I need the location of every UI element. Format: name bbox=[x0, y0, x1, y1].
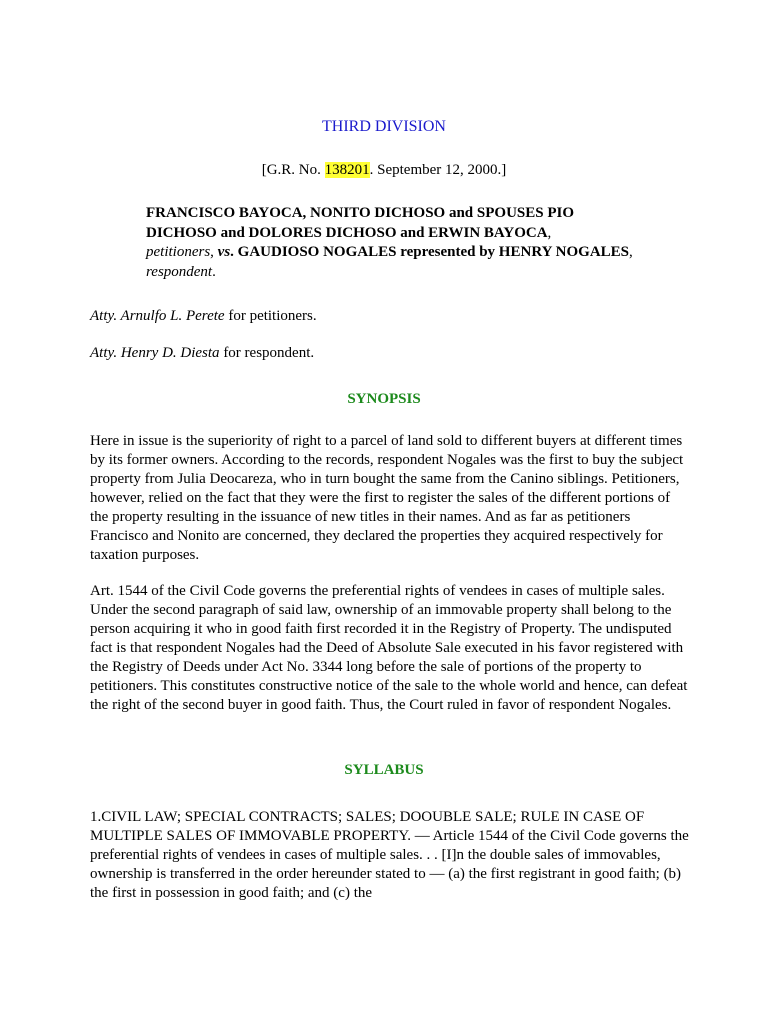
division-title: THIRD DIVISION bbox=[322, 118, 446, 135]
counsel-name: Atty. Henry D. Diesta bbox=[90, 345, 220, 361]
syllabus-paragraph-1: 1.CIVIL LAW; SPECIAL CONTRACTS; SALES; DOOUBLE SALE; RULE IN CASE OF MULTIPLE SALES OF IMMOVABLE PROPERTY. — Article 1544 of the Civil Code governs the preferential rights of vendees in cases of multiple sales. . . [I]n the double sales of immovables, ownership is transferred in the order hereunder stated to — (a) the first registrant in good faith; (b) the first in possession in good faith; and (c) the bbox=[90, 809, 689, 901]
syllabus-heading: SYLLABUS bbox=[344, 762, 424, 778]
caption-comma: , bbox=[547, 224, 552, 241]
counsel-name: Atty. Arnulfo L. Perete bbox=[90, 308, 225, 324]
versus-label: vs bbox=[217, 244, 231, 260]
caption-separator-2: , bbox=[629, 244, 633, 260]
case-citation bbox=[0, 162, 768, 179]
respondent-names: GAUDIOSO NOGALES represented by HENRY NOGALES bbox=[233, 244, 629, 260]
synopsis-paragraph-2: Art. 1544 of the Civil Code governs the preferential rights of vendees in cases of multiple sales. Under the second paragraph of said law, ownership of an immovable property shall belong to the person acquiring it who in good faith first recorded it in the Registry of Property. The undisputed fact is that respondent Nogales had the Deed of Absolute Sale executed in his favor registered with the Registry of Deeds under Act No. 3344 long before the sale of portions of the property to petitioners. This constitutes constructive notice of the sale to the whole world and hence, can defeat the right of the second buyer in good faith. Thus, the Court ruled in favor of respondent Nogales. bbox=[90, 583, 688, 713]
synopsis-heading: SYNOPSIS bbox=[347, 391, 421, 407]
caption-period: . bbox=[212, 263, 216, 280]
petitioners-label: petitioners bbox=[146, 244, 211, 260]
counsel-role: for respondent. bbox=[219, 345, 315, 361]
gr-number-highlight: 138201 bbox=[324, 162, 370, 178]
counsel-role: for petitioners. bbox=[224, 308, 317, 324]
counsel-line-petitioners bbox=[90, 308, 317, 325]
case-caption bbox=[146, 204, 646, 282]
petitioners-names: FRANCISCO BAYOCA, NONITO DICHOSO and SPOUSES PIO DICHOSO and DOLORES DICHOSO and ERWIN BAYOCA bbox=[146, 205, 575, 241]
synopsis-paragraph-1: Here in issue is the superiority of right to a parcel of land sold to different buyers at different times by its former owners. According to the records, respondent Nogales was the first to buy the subject property from Julia Deocareza, who in turn bought the same from the Canino siblings. Petitioners, however, relied on the fact that they were the first to register the sales of the different portions of the property resulting in the issuance of new titles in their names. And as far as petitioners Francisco and Nonito are concerned, they declared the properties they acquired respectively for taxation purposes. bbox=[90, 433, 684, 563]
citation-date: . September 12, 2000.] bbox=[369, 162, 507, 178]
caption-separator: , bbox=[210, 244, 218, 260]
counsel-line-respondent bbox=[90, 345, 314, 362]
citation-prefix: [G.R. No. bbox=[261, 162, 325, 178]
versus-dot: . bbox=[230, 244, 234, 260]
respondent-label: respondent bbox=[146, 263, 213, 280]
